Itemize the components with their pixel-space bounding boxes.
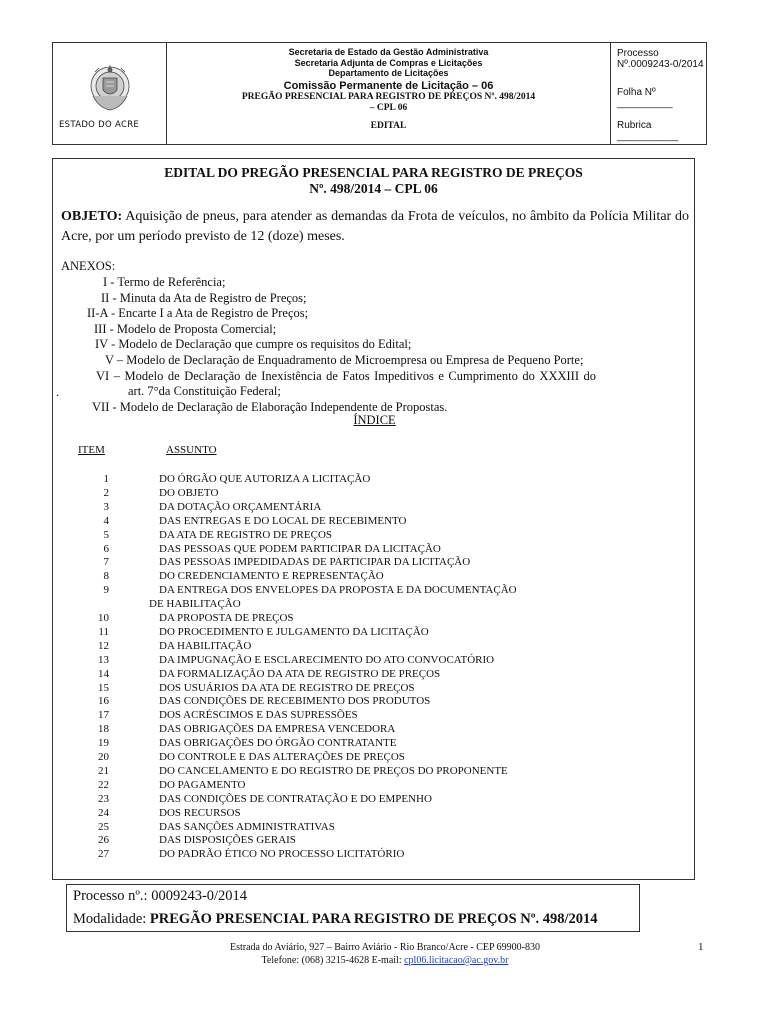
index-item-number: 3 (103, 500, 109, 513)
anexo-item: III - Modelo de Proposta Comercial; (94, 322, 277, 336)
anexo-item: IV - Modelo de Declaração que cumpre os requisitos do Edital; (95, 337, 412, 351)
index-item-number: 5 (103, 528, 109, 541)
secretaria-adjunta-line: Secretaria Adjunta de Compras e Licitações (294, 57, 483, 68)
document-title (53, 165, 694, 197)
anexos-label: ANEXOS: (61, 259, 116, 273)
index-item-title: DA HABILITAÇÃO (159, 639, 252, 652)
document-header (52, 42, 707, 145)
index-item-number: 20 (98, 751, 109, 763)
index-item-number: 16 (98, 695, 109, 708)
stray-dot: . (56, 385, 60, 399)
secretaria-line: Secretaria de Estado da Gestão Administrativa (288, 47, 489, 57)
anexo-item: art. 7°da Constituição Federal; (128, 384, 281, 398)
index-item-number: 19 (98, 737, 109, 750)
index-item-title: DO CONTROLE E DAS ALTERAÇÕES DE PREÇOS (159, 751, 405, 763)
index-item-title: DOS ACRÉSCIMOS E DAS SUPRESSÕES (159, 709, 358, 722)
index-item-number: 11 (98, 625, 109, 638)
index-item-title: DAS ENTREGAS E DO LOCAL DE RECEBIMENTO (159, 514, 407, 527)
edital-line: EDITAL (370, 120, 407, 131)
index-item-number: 26 (98, 834, 109, 847)
index-item-title: DAS CONDIÇÕES DE RECEBIMENTO DOS PRODUTOS (159, 695, 431, 708)
index-item-number: 13 (98, 653, 109, 666)
index-item-number: 21 (98, 764, 109, 777)
index-item-number: 2 (103, 486, 109, 499)
column-header-item: ITEM (78, 444, 105, 456)
index-item-number: 15 (98, 681, 109, 694)
logo-cell (53, 43, 167, 144)
pregao-line: PREGÃO PRESENCIAL PARA REGISTRO DE PREÇOS Nº. 498/2014 (241, 91, 536, 102)
index-item-number: 18 (98, 723, 109, 736)
indice-heading: ÍNDICE (353, 413, 396, 427)
folha-field: Folha Nº __________ (617, 87, 673, 109)
index-item-number: 6 (103, 542, 109, 555)
index-item-title: DO PADRÃO ÉTICO NO PROCESSO LICITATÓRIO (159, 848, 405, 861)
index-item-number: 22 (98, 778, 109, 791)
index-item-title: DO ÓRGÃO QUE AUTORIZA A LICITAÇÃO (159, 473, 371, 485)
objeto-label: OBJETO: (61, 209, 123, 224)
column-header-assunto: ASSUNTO (166, 444, 217, 456)
anexo-item: V – Modelo de Declaração de Enquadramento de Microempresa ou Empresa de Pequeno Porte; (105, 353, 584, 367)
index-item-number: 25 (98, 820, 109, 833)
footer-contact (0, 954, 770, 967)
anexo-item: VI – Modelo de Declaração de Inexistência de Fatos Impeditivos e Cumprimento do XXXIII do (96, 369, 597, 383)
modalidade-value: PREGÃO PRESENCIAL PARA REGISTRO DE PREÇOS Nº. 498/2014 (149, 911, 598, 927)
index-item-title: DO PAGAMENTO (159, 778, 246, 791)
index-item-number: 4 (103, 514, 109, 527)
modalidade-label: Modalidade: (73, 911, 150, 927)
title-line-1: EDITAL DO PREGÃO PRESENCIAL PARA REGISTRO DE PREÇOS (164, 165, 583, 180)
modalidade-line (73, 911, 598, 928)
header-right (611, 43, 706, 144)
index-item-number: 12 (98, 639, 109, 652)
anexo-item: I - Termo de Referência; (103, 275, 226, 289)
index-item-title: DAS OBRIGAÇÕES DA EMPRESA VENCEDORA (159, 723, 396, 736)
processo-line: Processo nº.: 0009243-0/2014 (73, 888, 248, 904)
index-item-title: DAS DISPOSIÇÕES GERAIS (159, 834, 296, 847)
objeto-text: Aquisição de pneus, para atender as demandas da Frota de veículos, no âmbito da Polícia Militar do Acre, por um período previsto de 12 (doze) meses. (61, 209, 689, 244)
index-item-title: DAS SANÇÕES ADMINISTRATIVAS (159, 820, 335, 833)
index-item-title: DA DOTAÇÃO ORÇAMENTÁRIA (159, 500, 322, 513)
index-item-title: DE HABILITAÇÃO (149, 598, 241, 611)
index-item-number: 23 (98, 792, 109, 805)
index-item-title: DA IMPUGNAÇÃO E ESCLARECIMENTO DO ATO CONVOCATÓRIO (159, 653, 495, 666)
processo-number: Processo Nº.0009243-0/2014 (617, 48, 704, 70)
page-footer (0, 941, 770, 967)
footer-email-link[interactable]: cpl06.licitacao@ac.gov.br (404, 955, 509, 966)
index-item-number: 14 (98, 667, 109, 680)
index-item-title: DA ENTREGA DOS ENVELOPES DA PROPOSTA E DA DOCUMENTAÇÃO (159, 584, 517, 597)
comissao-line: Comissão Permanente de Licitação – 06 (283, 79, 494, 92)
index-item-number: 1 (103, 473, 109, 485)
index-item-number: 10 (98, 612, 109, 624)
footer-address: Estrada do Aviário, 927 – Bairro Aviário - Rio Branco/Acre - CEP 69900-830 (229, 942, 541, 953)
cpl-line: – CPL 06 (369, 102, 408, 113)
index-item-title: DO CREDENCIAMENTO E REPRESENTAÇÃO (159, 570, 384, 583)
index-item-title: DA PROPOSTA DE PREÇOS (159, 612, 294, 624)
main-content-box (52, 158, 695, 880)
header-center (167, 43, 611, 144)
index-item-title: DAS PESSOAS QUE PODEM PARTICIPAR DA LICITAÇÃO (159, 542, 441, 555)
index-item-number: 27 (98, 848, 109, 861)
anexo-item: VII - Modelo de Declaração de Elaboração Independente de Propostas. (92, 400, 448, 414)
index-item-number: 7 (103, 556, 109, 569)
anexo-item: II-A - Encarte I a Ata de Registro de Preços; (87, 306, 309, 320)
coat-of-arms-icon (87, 62, 133, 116)
index-item-title: DOS RECURSOS (159, 806, 241, 819)
index-item-title: DO CANCELAMENTO E DO REGISTRO DE PREÇOS DO PROPONENTE (159, 764, 508, 777)
index-item-number: 24 (98, 806, 109, 819)
footer-phone: Telefone: (068) 3215-4628 E-mail: (261, 955, 405, 966)
title-line-2: Nº. 498/2014 – CPL 06 (309, 181, 438, 196)
process-summary-box (66, 884, 640, 932)
index-item-title: DA FORMALIZAÇÃO DA ATA DE REGISTRO DE PREÇOS (159, 667, 441, 680)
anexo-item: II - Minuta da Ata de Registro de Preços; (101, 291, 307, 305)
index-item-title: DOS USUÁRIOS DA ATA DE REGISTRO DE PREÇOS (159, 681, 415, 694)
index-item-title: DAS CONDIÇÕES DE CONTRATAÇÃO E DO EMPENHO (159, 792, 432, 805)
state-name: ESTADO DO ACRE (59, 120, 140, 130)
index-item-title: DA ATA DE REGISTRO DE PREÇOS (159, 528, 333, 541)
objeto-paragraph (61, 207, 689, 247)
index-item-title: DAS PESSOAS IMPEDIDADAS DE PARTICIPAR DA LICITAÇÃO (159, 556, 471, 569)
index-item-title: DO PROCEDIMENTO E JULGAMENTO DA LICITAÇÃO (159, 625, 429, 638)
rubrica-field: Rubrica ___________ (617, 120, 679, 142)
index-item-number: 17 (98, 709, 109, 722)
page-number: 1 (698, 941, 704, 953)
index-item-number: 9 (103, 584, 109, 597)
index-item-title: DAS OBRIGAÇÕES DO ÓRGÃO CONTRATANTE (159, 737, 397, 750)
index-item-title: DO OBJETO (159, 486, 219, 499)
departamento-line: Departamento de Licitações (328, 68, 449, 78)
index-item-number: 8 (103, 570, 109, 583)
